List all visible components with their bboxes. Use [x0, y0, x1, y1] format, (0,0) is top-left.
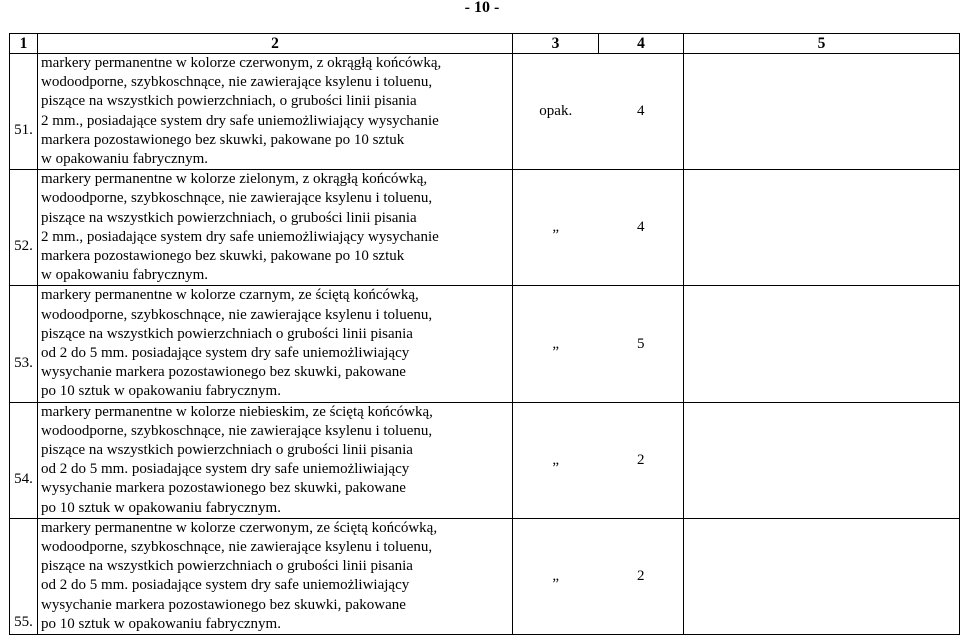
description-line: piszące na wszystkich powierzchniach, o grubości linii pisania: [41, 93, 417, 110]
unit-of-measure: „: [513, 286, 599, 402]
price-cell: [684, 286, 960, 402]
specification-table: [9, 33, 960, 635]
description-line: wodoodporne, szybkoschnące, nie zawierające ksylenu i toluenu,: [41, 306, 433, 323]
description-line: markery permanentne w kolorze zielonym, z okrągłą końcówką,: [41, 171, 428, 188]
description-line: po 10 sztuk w opakowaniu fabrycznym.: [41, 499, 281, 516]
table-row: [10, 286, 960, 402]
description-line: 2 mm., posiadające system dry safe uniemożliwiający wysychanie: [41, 228, 439, 245]
item-description: [38, 402, 513, 518]
column-header-lp: 1: [10, 34, 38, 54]
description-line: od 2 do 5 mm. posiadające system dry safe uniemożliwiający: [41, 577, 410, 594]
description-line: piszące na wszystkich powierzchniach o grubości linii pisania: [41, 325, 413, 342]
table-row: [10, 170, 960, 286]
description-line: od 2 do 5 mm. posiadające system dry safe uniemożliwiający: [41, 345, 410, 362]
description-line: markera pozostawionego bez skuwki, pakowane po 10 sztuk: [41, 248, 405, 265]
table-header-row: [10, 34, 960, 54]
item-description: [38, 518, 513, 634]
description-line: markery permanentne w kolorze czerwonym, ze ściętą końcówką,: [41, 519, 438, 536]
unit-of-measure: opak.: [513, 54, 599, 170]
price-cell: [684, 518, 960, 634]
table-row: [10, 518, 960, 634]
description-line: wysychanie markera pozostawionego bez skuwki, pakowane: [41, 364, 406, 381]
description-line: wodoodporne, szybkoschnące, nie zawierające ksylenu i toluenu,: [41, 74, 433, 91]
price-cell: [684, 402, 960, 518]
description-line: markera pozostawionego bez skuwki, pakowane po 10 sztuk: [41, 131, 405, 148]
description-line: wysychanie markera pozostawionego bez skuwki, pakowane: [41, 480, 406, 497]
table-row: [10, 54, 960, 170]
row-number: 51.: [10, 54, 38, 170]
page-number: - 10 -: [464, 0, 500, 16]
description-line: piszące na wszystkich powierzchniach o grubości linii pisania: [41, 442, 413, 459]
description-line: markery permanentne w kolorze czerwonym, z okrągłą końcówką,: [41, 55, 442, 71]
quantity: 2: [599, 402, 684, 518]
description-line: po 10 sztuk w opakowaniu fabrycznym.: [41, 615, 281, 632]
price-cell: [684, 170, 960, 286]
price-cell: [684, 54, 960, 170]
item-description: [38, 170, 513, 286]
description-line: wodoodporne, szybkoschnące, nie zawierające ksylenu i toluenu,: [41, 190, 433, 207]
row-number: 52.: [10, 170, 38, 286]
quantity: 2: [599, 518, 684, 634]
description-line: w opakowaniu fabrycznym.: [41, 267, 209, 284]
column-header-description: 2: [38, 34, 513, 54]
description-line: piszące na wszystkich powierzchniach o grubości linii pisania: [41, 558, 413, 575]
description-line: wodoodporne, szybkoschnące, nie zawierające ksylenu i toluenu,: [41, 422, 433, 439]
column-header-unit: 3: [513, 34, 599, 54]
column-header-quantity: 4: [599, 34, 684, 54]
item-description: [38, 286, 513, 402]
unit-of-measure: „: [513, 402, 599, 518]
unit-of-measure: „: [513, 170, 599, 286]
column-header-price: 5: [684, 34, 960, 54]
description-line: w opakowaniu fabrycznym.: [41, 151, 209, 168]
row-number: 53.: [10, 286, 38, 402]
description-line: wodoodporne, szybkoschnące, nie zawierające ksylenu i toluenu,: [41, 539, 433, 556]
quantity: 4: [599, 54, 684, 170]
row-number: 55.: [10, 518, 38, 634]
description-line: markery permanentne w kolorze czarnym, ze ściętą końcówką,: [41, 287, 419, 304]
quantity: 5: [599, 286, 684, 402]
row-number: 54.: [10, 402, 38, 518]
table-row: [10, 402, 960, 518]
quantity: 4: [599, 170, 684, 286]
description-line: wysychanie markera pozostawionego bez skuwki, pakowane: [41, 596, 406, 613]
unit-of-measure: „: [513, 518, 599, 634]
description-line: od 2 do 5 mm. posiadające system dry safe uniemożliwiający: [41, 461, 410, 478]
description-line: piszące na wszystkich powierzchniach, o grubości linii pisania: [41, 209, 417, 226]
item-description: [38, 54, 513, 170]
description-line: markery permanentne w kolorze niebieskim, ze ściętą końcówką,: [41, 403, 433, 420]
description-line: 2 mm., posiadające system dry safe uniemożliwiający wysychanie: [41, 112, 439, 129]
description-line: po 10 sztuk w opakowaniu fabrycznym.: [41, 383, 281, 400]
